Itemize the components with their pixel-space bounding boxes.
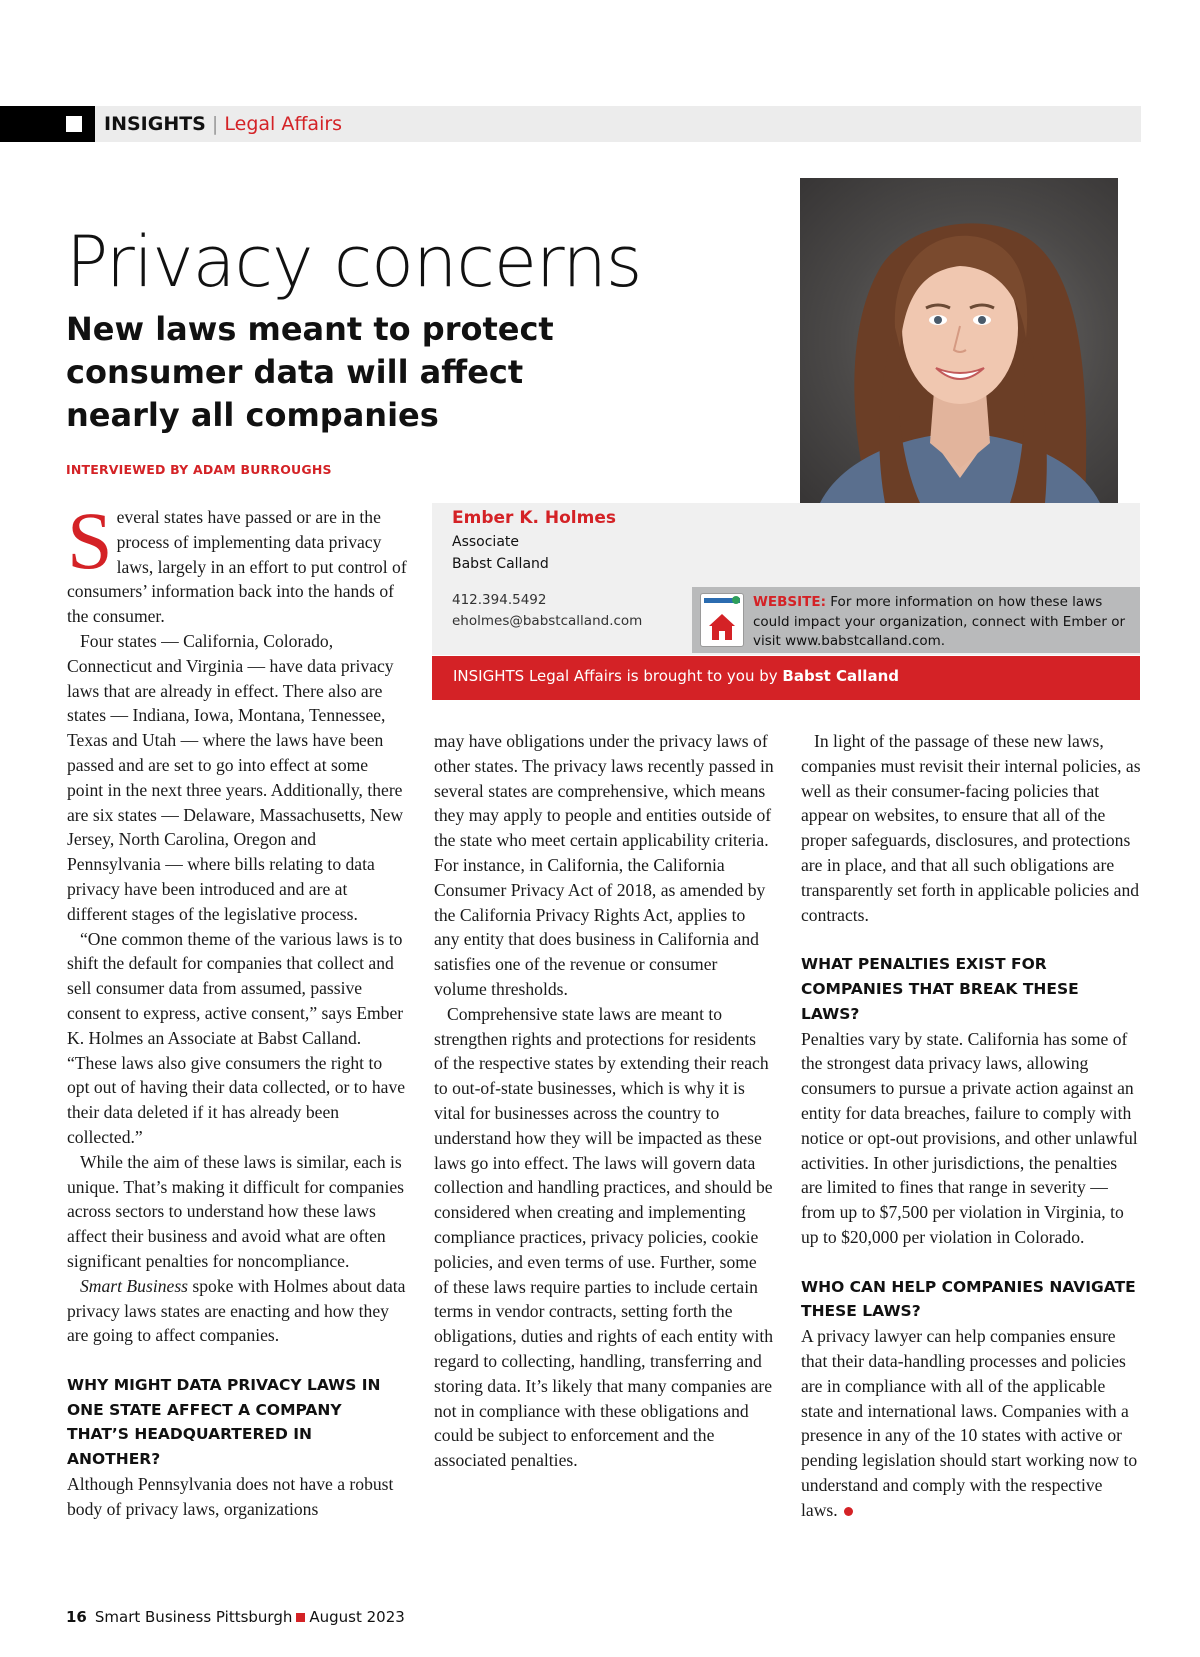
article-byline: INTERVIEWED BY ADAM BURROUGHS bbox=[66, 462, 332, 477]
website-body[interactable]: For more information on how these laws could impact your organization, connect with Ember or visit www.babstcalland.com. bbox=[753, 594, 1126, 649]
section-header bbox=[104, 112, 342, 136]
website-label: WEBSITE: bbox=[753, 594, 826, 610]
footer-date: August 2023 bbox=[309, 1608, 405, 1626]
paragraph-5-text: spoke with Holmes about data privacy laws states are enacting and how they are going to affect companies. bbox=[67, 1275, 406, 1346]
house-browser-icon bbox=[700, 593, 744, 647]
paragraph-9: Penalties vary by state. California has some of the strongest data privacy laws, allowing consumers to pursue a private action against an entity for data breaches, failure to comply with notice or opt-out provisions, and other unlawful activities. In other jurisdictions, the penalties are limited to fines that range in severity — from up to $7,500 per violation in Virginia, to up to $20,000 per violation in Colorado. bbox=[801, 1028, 1138, 1247]
profile-name: Ember K. Holmes bbox=[452, 508, 616, 528]
headshot-photo bbox=[800, 178, 1118, 503]
website-text bbox=[753, 593, 1133, 652]
article-column-2 bbox=[434, 729, 774, 1473]
paragraph-10 bbox=[801, 1324, 1141, 1522]
end-mark-icon bbox=[844, 1507, 853, 1516]
paragraph-3: “One common theme of the various laws is to shift the default for companies that collect and sell consumer data from assumed, passive consent to express, active consent,” says Ember K. Holmes an Associate at Babst Calland. “These laws also give consumers the right to opt out of having their data collected, or to have their data deleted if it has already been collected.” bbox=[67, 928, 406, 1147]
section-separator: | bbox=[211, 113, 219, 135]
paragraph-4: While the aim of these laws is similar, each is unique. That’s making it difficult for companies across sectors to understand how these laws affect their business and avoid what are often significant penalties for noncompliance. bbox=[67, 1151, 404, 1271]
paragraph-6-continued: may have obligations under the privacy laws of other states. The privacy laws recently passed in several states are comprehensive, which means they may apply to people and entities outside of the state who meet certain applicability criteria. For instance, in California, the California Consumer Privacy Act of 2018, as amended by the California Privacy Rights Act, applies to any entity that does business in California and satisfies one of the revenue or consumer volume thresholds. bbox=[434, 731, 774, 999]
article-column-3 bbox=[801, 729, 1141, 1523]
profile-firm: Babst Calland bbox=[452, 556, 549, 572]
section-square-icon bbox=[66, 116, 82, 132]
subsection-name: Legal Affairs bbox=[224, 113, 343, 135]
article-column-1 bbox=[67, 495, 407, 1522]
paragraph-7: Comprehensive state laws are meant to strengthen rights and protections for residents of the respective states by extending their reach to out-of-state businesses, which is why it is vital for businesses across the country to understand how they will be impacted as these laws go into effect. The laws will govern data collection and handling practices, and should be considered when creating and implementing compliance practices, privacy policies, cookie policies, and even terms of use. Further, some of these laws require parties to include certain terms in vendor contracts, setting forth the obligations, duties and rights of each entity with regard to collecting, handling, transferring and storing data. It’s likely that many companies are not in compliance with these obligations and could be subject to enforcement and the associated penalties. bbox=[434, 1003, 774, 1471]
footer-publication: Smart Business Pittsburgh bbox=[94, 1608, 293, 1626]
sponsor-name: Babst Calland bbox=[782, 667, 899, 685]
section-name: INSIGHTS bbox=[104, 113, 206, 135]
paragraph-1 bbox=[67, 495, 407, 629]
sponsor-prefix: INSIGHTS Legal Affairs is brought to you by bbox=[453, 667, 783, 685]
profile-title: Associate bbox=[452, 534, 519, 550]
paragraph-10-text: A privacy lawyer can help companies ensure that their data-handling processes and policies are in compliance with all of the applicable state and international laws. Companies with a presence in any of the 10 states with active or pending legislation should start working now to understand and comply with the respective laws. bbox=[801, 1326, 1138, 1520]
publication-name-italic: Smart Business bbox=[80, 1275, 189, 1296]
profile-email[interactable]: eholmes@babstcalland.com bbox=[452, 613, 643, 629]
subheading-3: WHO CAN HELP COMPANIES NAVIGATE THESE LAWS? bbox=[801, 1277, 1136, 1321]
paragraph-1-text: everal states have passed or are in the process of implementing data privacy laws, largely in an effort to put control of consumers’ information back into the hands of the consumer. bbox=[67, 507, 407, 627]
footer-square-icon bbox=[296, 1613, 305, 1622]
page-footer bbox=[66, 1608, 405, 1626]
subheading-2: WHAT PENALTIES EXIST FOR COMPANIES THAT BREAK THESE LAWS? bbox=[801, 955, 1079, 1023]
article-subtitle: New laws meant to protect consumer data will affect nearly all companies bbox=[66, 310, 554, 434]
article-title: Privacy concerns bbox=[66, 221, 642, 303]
paragraph-8: In light of the passage of these new laws, companies must revisit their internal policies, as well as their consumer-facing policies that appear on websites, to ensure that all of the proper safeguards, disclosures, and protections are in place, and that all such obligations are transparently set forth in applicable policies and contracts. bbox=[801, 731, 1141, 925]
subheading-1: WHY MIGHT DATA PRIVACY LAWS IN ONE STATE AFFECT A COMPANY THAT’S HEADQUARTERED IN ANOTHER? bbox=[67, 1375, 381, 1469]
paragraph-5 bbox=[67, 1274, 407, 1348]
profile-phone: 412.394.5492 bbox=[452, 592, 547, 608]
sponsor-text bbox=[453, 667, 899, 685]
page-number: 16 bbox=[66, 1608, 87, 1626]
headshot-illustration bbox=[800, 178, 1118, 503]
paragraph-2: Four states — California, Colorado, Connecticut and Virginia — have data privacy laws that are already in effect. There also are states — Indiana, Iowa, Montana, Tennessee, Texas and Utah — where the laws have been passed and are set to go into effect at some point in the next three years. Additionally, there are six states — Delaware, Massachusetts, New Jersey, North Carolina, Oregon and Pennsylvania — where bills relating to data privacy have been introduced and are at different stages of the legislative process. bbox=[67, 630, 404, 924]
dropcap: S bbox=[67, 495, 113, 586]
paragraph-6: Although Pennsylvania does not have a robust body of privacy laws, organizations bbox=[67, 1474, 394, 1519]
